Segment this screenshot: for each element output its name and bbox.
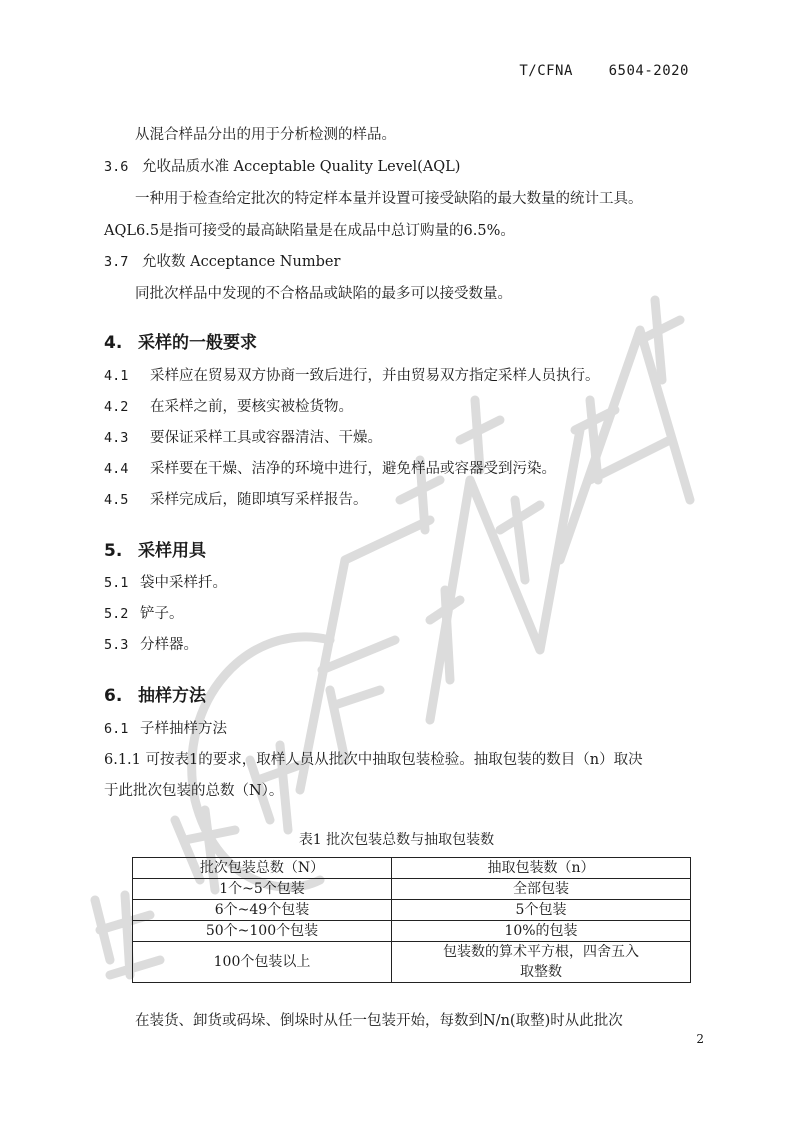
clause-4-1 [104,364,600,385]
clause-text: 在采样之前，要核实被检货物。 [150,399,353,415]
table-row [133,900,691,921]
aql-definition-line-1: 一种用于检查给定批次的特定样本量并设置可接受缺陷的最大数量的统计工具。 [135,191,643,207]
clause-number: 5.2 [104,606,129,622]
sampling-table [132,857,691,983]
clause-number: 5.3 [104,637,129,653]
table-caption: 表1 批次包装总数与抽取包装数 [298,832,495,848]
table-header-row [133,858,691,879]
section-4-heading [104,328,257,353]
table-cell: 5个包装 [392,900,691,921]
section-title: 采样用具 [138,541,206,561]
clause-text: 采样要在干燥、洁净的环境中进行，避免样品或容器受到污染。 [150,461,556,477]
clause-4-5 [104,488,368,509]
clause-text: 分样器。 [140,637,198,653]
section-title: 采样的一般要求 [138,333,257,353]
clause-title: 允收品质水准 Acceptable Quality Level(AQL) [142,159,461,175]
page-number: 2 [696,1032,704,1046]
section-number: 5. [104,541,123,561]
clause-number: 4.3 [104,430,129,446]
clause-4-4 [104,457,556,478]
clause-6-1-1-line-1: 6.1.1 可按表1的要求，取样人员从批次中抽取包装检验。抽取包装的数目（n）取决 [104,752,643,768]
table-cell: 100个包装以上 [133,942,392,983]
clause-4-3 [104,426,382,447]
clause-text: 采样应在贸易双方协商一致后进行，并由贸易双方指定采样人员执行。 [150,368,600,384]
section-6-heading [104,681,206,706]
clause-6-1-1-line-2: 于此批次包装的总数（N）。 [104,783,284,799]
table-cell: 50个~100个包装 [133,921,392,942]
clause-number: 5.1 [104,575,129,591]
table-row [133,921,691,942]
clause-number: 3.7 [104,254,129,270]
section-number: 4. [104,333,123,353]
clause-number: 6.1 [104,721,129,737]
clause-3-6 [104,155,460,176]
table-cell: 10%的包装 [392,921,691,942]
clause-text: 袋中采样扦。 [140,575,227,591]
clause-number: 4.4 [104,461,129,477]
clause-number: 3.6 [104,159,129,175]
lab-sample-definition: 从混合样品分出的用于分析检测的样品。 [135,127,396,143]
clause-title: 允收数 Acceptance Number [142,254,341,270]
section-5-heading [104,536,206,561]
clause-3-7 [104,250,340,271]
table-cell-line: 包装数的算术平方根，四舍五入 [443,944,639,960]
table-header-cell: 抽取包装数（n） [392,858,691,879]
clause-6-1 [104,717,227,738]
section-number: 6. [104,686,123,706]
clause-text: 要保证采样工具或容器清洁、干燥。 [150,430,382,446]
section-title: 抽样方法 [138,686,206,706]
table-cell: 全部包装 [392,879,691,900]
clause-4-2 [104,395,353,416]
aql-definition-line-2: AQL6.5是指可接受的最高缺陷量是在成品中总订购量的6.5%。 [104,223,515,239]
table-cell: 6个~49个包装 [133,900,392,921]
clause-text: 子样抽样方法 [140,721,227,737]
table-cell: 1个~5个包装 [133,879,392,900]
table-header-cell: 批次包装总数（N） [133,858,392,879]
paragraph-after-table: 在装货、卸货或码垛、倒垛时从任一包装开始，每数到N/n(取整)时从此批次 [135,1013,623,1029]
clause-number: 4.1 [104,368,129,384]
standard-code-header: T/CFNA 6504-2020 [519,63,689,79]
table-row [133,942,691,983]
clause-5-3 [104,633,198,654]
clause-5-2 [104,602,184,623]
table-cell-line: 取整数 [520,964,562,980]
table-row [133,879,691,900]
clause-5-1 [104,571,227,592]
clause-text: 采样完成后，随即填写采样报告。 [150,492,368,508]
clause-number: 4.2 [104,399,129,415]
acceptance-number-definition: 同批次样品中发现的不合格品或缺陷的最多可以接受数量。 [135,286,512,302]
clause-text: 铲子。 [140,606,184,622]
table-cell-multiline [392,942,691,983]
clause-number: 4.5 [104,492,129,508]
